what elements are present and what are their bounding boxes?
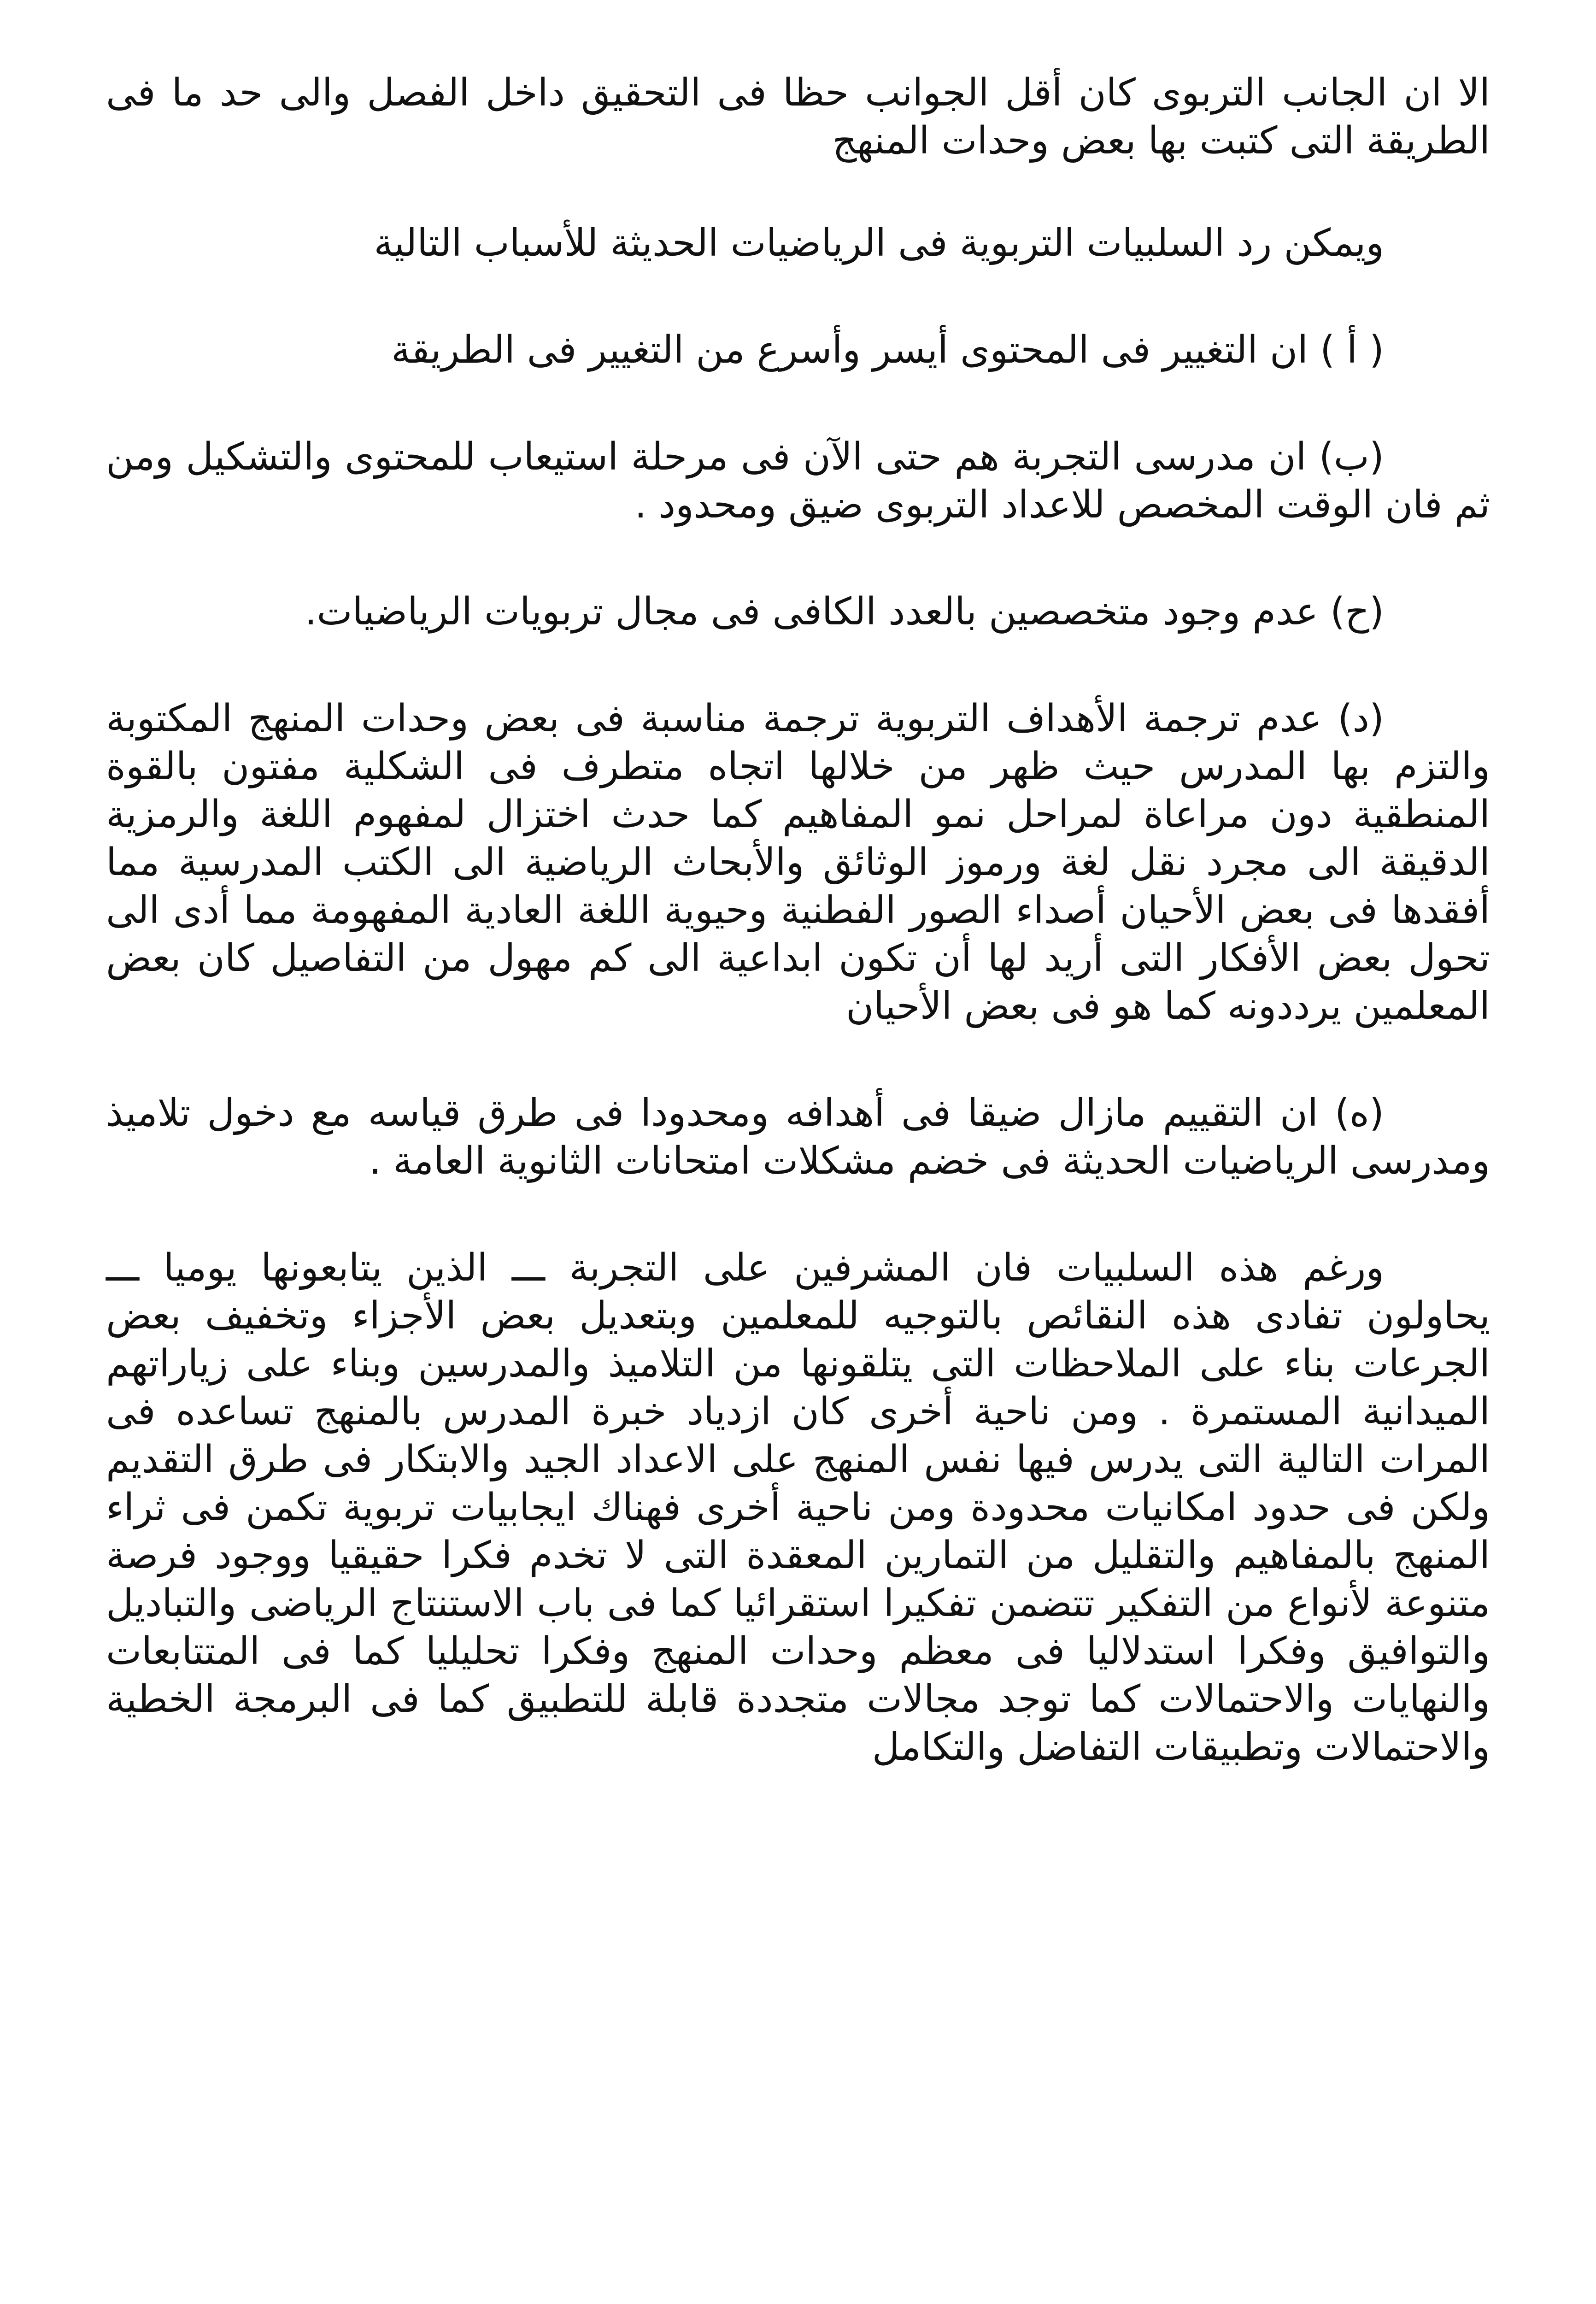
list-item-a: ( أ ) ان التغيير فى المحتوى أيسر وأسرع من التغيير فى الطريقة	[391, 328, 1384, 372]
list-item-c: (ح) عدم وجود متخصصين بالعدد الكافى فى مجال تربويات الرياضيات.	[305, 590, 1384, 634]
paragraph-causes-lead: ويمكن رد السلبيات التربوية فى الرياضيات الحديثة للأسباب التالية	[374, 221, 1384, 265]
list-item-e: (ه) ان التقييم مازال ضيقا فى أهدافه ومحدودا فى طرق قياسه مع دخول تلاميذ ومدرسى الرياضيات الحديثة فى خضم مشكلات امتحانات الثانوية العامة .	[106, 1091, 1490, 1183]
paragraph-intro: الا ان الجانب التربوى كان أقل الجوانب حظا فى التحقيق داخل الفصل والى حد ما فى الطريقة التى كتبت بها بعض وحدات المنهج	[106, 71, 1490, 163]
list-item-b: (ب) ان مدرسى التجربة هم حتى الآن فى مرحلة استيعاب للمحتوى والتشكيل ومن ثم فان الوقت المخصص للاعداد التربوى ضيق ومحدود .	[106, 435, 1490, 527]
list-item-d: (د) عدم ترجمة الأهداف التربوية ترجمة مناسبة فى بعض وحدات المنهج المكتوبة والتزم بها المدرس حيث ظهر من خلالها اتجاه متطرف فى الشكلية مفتون بالقوة المنطقية دون مراعاة لمراحل نمو المفاهيم كما حدث اختزال لمفهوم اللغة والرمزية الدقيقة الى مجرد نقل لغة ورموز الوثائق والأبحاث الرياضية الى الكتب المدرسية مما أفقدها فى بعض الأحيان أصداء الصور الفطنية وحيوية اللغة العادية المفهومة مما أدى الى تحول بعض الأفكار التى أريد لها أن تكون ابداعية الى كم مهول من التفاصيل كان بعض المعلمين يرددونه كما هو فى بعض الأحيان	[106, 697, 1490, 1028]
paragraph-conclusion: ورغم هذه السلبيات فان المشرفين على التجربة ـــ الذين يتابعونها يوميا ـــ يحاولون تفادى هذه النقائص بالتوجيه للمعلمين وبتعديل بعض الأجزاء وتخفيف بعض الجرعات بناء على الملاحظات التى يتلقونها من التلاميذ والمدرسين وبناء على زياراتهم الميدانية المستمرة . ومن ناحية أخرى كان ازدياد خبرة المدرس بالمنهج تساعده فى المرات التالية التى يدرس فيها نفس المنهج على الاعداد الجيد والابتكار فى طرق التقديم ولكن فى حدود امكانيات محدودة ومن ناحية أخرى فهناك ايجابيات تربوية تكمن فى ثراء المنهج بالمفاهيم والتقليل من التمارين المعقدة التى لا تخدم فكرا حقيقيا ووجود فرصة متنوعة لأنواع من التفكير تتضمن تفكيرا استقرائيا كما فى باب الاستنتاج الرياضى والتباديل والتوافيق وفكرا استدلاليا فى معظم وحدات المنهج وفكرا تحليليا كما فى المتتابعات والنهايات والاحتمالات كما توجد مجالات متجددة قابلة للتطبيق كما فى البرمجة الخطية والاحتمالات وتطبيقات التفاضل والتكامل	[106, 1246, 1490, 1769]
